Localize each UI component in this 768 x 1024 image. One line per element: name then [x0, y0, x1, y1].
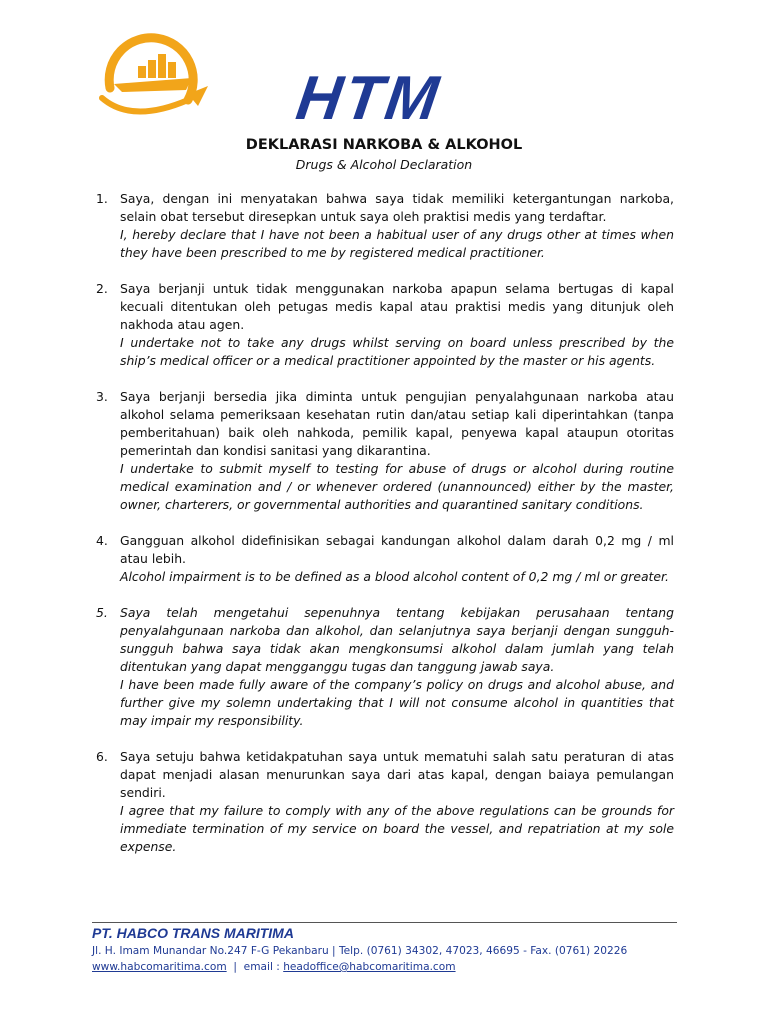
ship-globe-icon	[92, 28, 222, 124]
item-text-english: I agree that my failure to comply with any of the above regulations can be grounds for immediate termination of my service on board the vessel, and repatriation at my sole expense.	[120, 803, 674, 854]
item-text-indonesian: Saya setuju bahwa ketidakpatuhan saya untuk mematuhi salah satu peraturan di atas dapat menjadi alasan menurunkan saya dari atas kapal, dengan baiaya pemulangan sendiri.	[120, 749, 674, 800]
item-number: 6.	[96, 749, 108, 764]
item-text-indonesian: Saya berjanji bersedia jika diminta untuk pengujian penyalahgunaan narkoba atau alkohol selama pemeriksaan kesehatan rutin dan/atau setiap kali diperintahkan (tanpa pemberitahuan) baik oleh nahkoda, pemilik kapal, penyewa kapal ataupun otoritas pemerintah dan kondisi sanitasi yang dikarantina.	[120, 389, 674, 458]
item-text-english: Alcohol impairment is to be defined as a blood alcohol content of 0,2 mg / ml or greater.	[120, 569, 669, 584]
item-text-indonesian: Saya, dengan ini menyatakan bahwa saya tidak memiliki ketergantungan narkoba, selain obat tersebut diresepkan untuk saya oleh praktisi medis yang terdaftar.	[120, 191, 674, 224]
item-text-english: I, hereby declare that I have not been a habitual user of any drugs other at times when they have been prescribed to me by registered medical practitioner.	[120, 227, 674, 260]
contact-separator: | email :	[226, 961, 284, 973]
declaration-list	[92, 190, 674, 874]
footer-address: Jl. H. Imam Munandar No.247 F-G Pekanbaru | Telp. (0761) 34302, 47023, 46695 - Fax. (0761) 20226	[92, 945, 628, 957]
list-item	[92, 190, 674, 262]
item-text-indonesian: Saya berjanji untuk tidak menggunakan narkoba apapun selama bertugas di kapal kecuali ditentukan oleh petugas medis kapal atau praktisi medis yang ditunjuk oleh nakhoda atau agen.	[120, 281, 674, 332]
item-number: 2.	[96, 281, 108, 296]
item-text-english: I undertake not to take any drugs whilst serving on board unless prescribed by the ship’s medical officer or a medical practitioner appointed by the master or his agents.	[120, 335, 674, 368]
website-link[interactable]: www.habcomaritima.com	[92, 961, 227, 973]
footer-company-name: PT. HABCO TRANS MARITIMA	[92, 925, 294, 941]
item-text-english: I have been made fully aware of the company’s policy on drugs and alcohol abuse, and further give my solemn undertaking that I will not consume alcohol in quantities that may impair my responsibility.	[120, 677, 674, 728]
document-header	[0, 136, 768, 174]
item-number: 4.	[96, 533, 108, 548]
list-item	[92, 532, 674, 586]
item-text-indonesian: Gangguan alkohol didefinisikan sebagai kandungan alkohol dalam darah 0,2 mg / ml atau lebih.	[120, 533, 674, 566]
item-number: 1.	[96, 191, 108, 206]
footer-divider	[92, 922, 677, 923]
email-link[interactable]: headoffice@habcomaritima.com	[283, 961, 456, 973]
logo-wordmark: HTM	[292, 64, 446, 133]
company-logo	[92, 28, 452, 133]
item-number: 5.	[96, 605, 108, 620]
list-item	[92, 388, 674, 514]
list-item	[92, 604, 674, 730]
footer-contacts	[92, 961, 456, 973]
item-text-english: I undertake to submit myself to testing for abuse of drugs or alcohol during routine medical examination and / or whenever ordered (unannounced) either by the master, owner, charterers, or governmental authorities and quarantined sanitary conditions.	[120, 461, 674, 512]
list-item	[92, 280, 674, 370]
page-subtitle: Drugs & Alcohol Declaration	[295, 157, 473, 172]
list-item	[92, 748, 674, 856]
item-text-indonesian: Saya telah mengetahui sepenuhnya tentang kebijakan perusahaan tentang penyalahgunaan narkoba dan alkohol, dan selanjutnya saya berjanji dengan sungguh-sungguh bahwa saya tidak akan mengkonsumsi alkohol dalam jumlah yang telah ditentukan yang dapat mengganggu tugas dan tanggung jawab saya.	[120, 605, 674, 674]
page-title: DEKLARASI NARKOBA & ALKOHOL	[245, 137, 523, 153]
item-number: 3.	[96, 389, 108, 404]
